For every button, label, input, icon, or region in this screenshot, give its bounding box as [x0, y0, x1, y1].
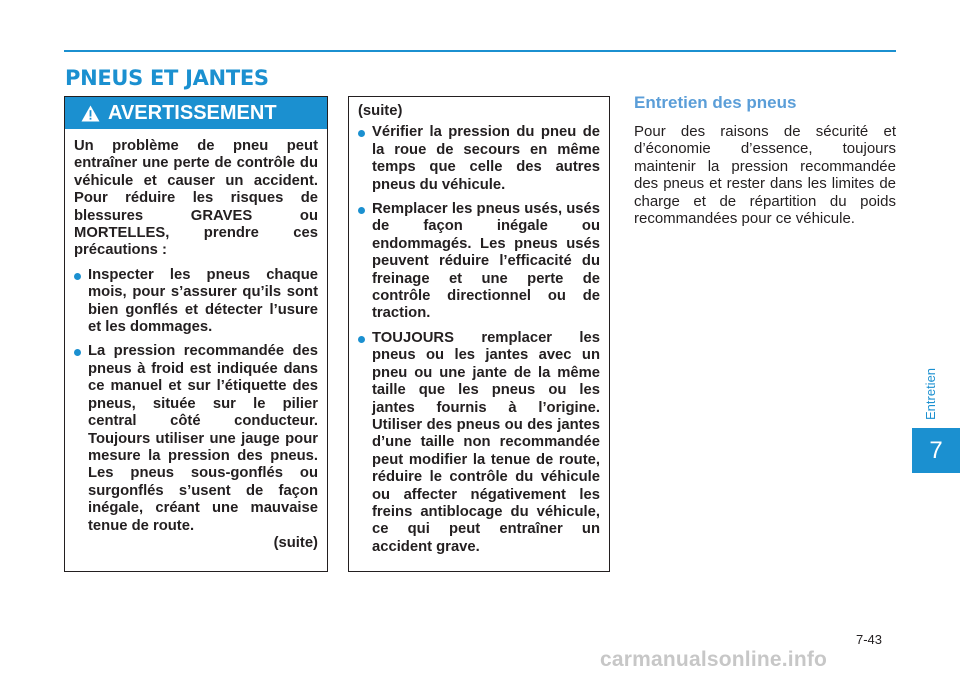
continued-bullet-text: TOUJOURS remplacer les pneus ou les jantes avec un pneu ou une jante de la même taille que les pneus ou les jantes fournis à l’origine. Utiliser des pneus ou des jantes d’une taille non recommandée peut modifier la tenue de route, réduire le contrôle du véhicule ou affecter négativement les freins antiblocage du véhicule, ce qui peut entraîner un accident grave.: [372, 329, 600, 555]
continued-bullet: [358, 330, 600, 556]
bullet-dot-icon: [358, 336, 365, 343]
section-title: PNEUS ET JANTES: [65, 66, 269, 90]
warning-header-label: AVERTISSEMENT: [108, 101, 277, 124]
warning-header: [65, 97, 327, 129]
maintenance-heading: Entretien des pneus: [634, 93, 797, 112]
continued-bullet: [358, 124, 600, 194]
warning-bullet: [74, 343, 318, 534]
warning-box: [64, 96, 328, 572]
chapter-tab: 7: [912, 428, 960, 473]
warning-bullet: [74, 267, 318, 337]
bullet-dot-icon: [74, 273, 81, 280]
watermark: carmanualsonline.info: [600, 648, 828, 671]
continued-warning-box: [348, 96, 610, 572]
warning-bullet-text: Inspecter les pneus chaque mois, pour s’assurer qu’ils sont bien gonflés et détecter l’usure et les dommages.: [88, 266, 318, 336]
bullet-dot-icon: [74, 349, 81, 356]
continued-bullet-list: [358, 124, 600, 556]
chapter-side-label: Entretien: [923, 367, 938, 421]
top-rule: [64, 50, 896, 52]
bullet-dot-icon: [358, 207, 365, 214]
maintenance-text: Pour des raisons de sécurité et d’économie d’essence, toujours maintenir la pression recommandée des pneus et rester dans les limites de charge et de répartition du poids recommandées pour ce véhicule.: [634, 123, 896, 228]
suite-label: (suite): [273, 534, 318, 551]
page-number: 7-43: [856, 632, 883, 647]
maintenance-section: [634, 93, 896, 227]
suite-label-top: (suite): [358, 103, 403, 119]
warning-intro: Un problème de pneu peut entraîner une perte de contrôle du véhicule et causer un accident. Pour réduire les risques de blessures GRAVES ou MORTELLES, prendre ces précautions :: [74, 138, 318, 259]
continued-bullet-text: Vérifier la pression du pneu de la roue de secours en même temps que celle des autres pneus du véhicule.: [372, 124, 600, 193]
continued-bullet: [358, 201, 600, 323]
warning-body: [65, 129, 327, 552]
continued-bullet-text: Remplacer les pneus usés, usés de façon inégale ou endommagés. Les pneus usés peuvent réduire l’efficacité du freinage et une perte de contrôle directionnel ou de traction.: [372, 201, 600, 322]
warning-bullet-list: [74, 267, 318, 535]
bullet-dot-icon: [358, 130, 365, 137]
warning-triangle-icon: [81, 105, 100, 122]
warning-bullet-text: La pression recommandée des pneus à froid est indiquée dans ce manuel et sur l’étiquette des pneus, située sur le pilier central côté conducteur. Toujours utiliser une jauge pour mesure la pression des pneus. Les pneus sous-gonflés ou surgonflés s’usent de façon inégale, créant une mauvaise tenue de route.: [88, 343, 318, 534]
continued-body: [349, 97, 609, 556]
